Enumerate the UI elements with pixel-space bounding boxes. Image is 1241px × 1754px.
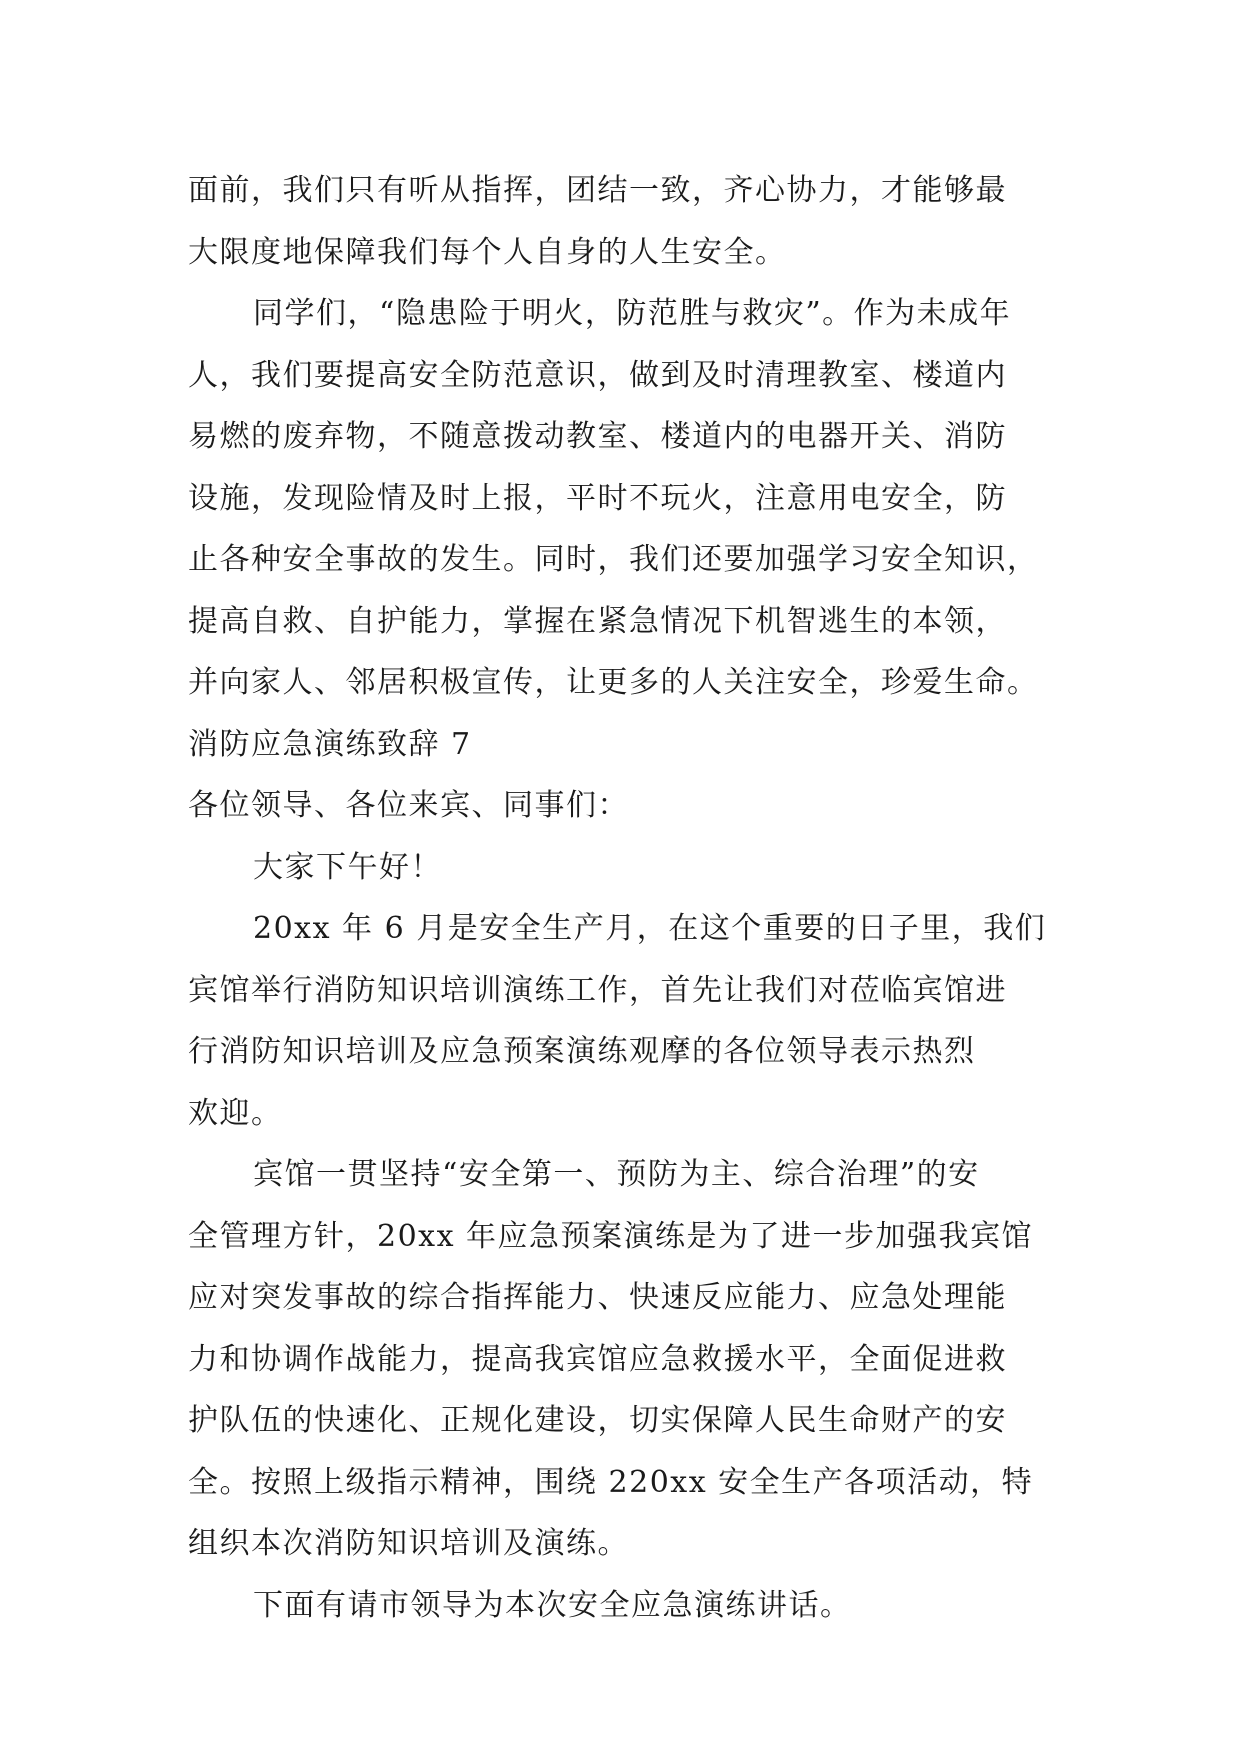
text-line: 下面有请市领导为本次安全应急演练讲话。 bbox=[253, 1587, 852, 1623]
text-line: 人，我们要提高安全防范意识，做到及时清理教室、楼道内 bbox=[188, 357, 1007, 393]
text-line: 面前，我们只有听从指挥，团结一致，齐心协力，才能够最 bbox=[188, 173, 1007, 208]
text-line: 行消防知识培训及应急预案演练观摩的各位领导表示热烈 bbox=[188, 1034, 976, 1069]
text-line: 大限度地保障我们每个人自身的人生安全。 bbox=[188, 234, 787, 270]
text-line: 大家下午好！ bbox=[253, 849, 442, 885]
text-line: 宾馆举行消防知识培训演练工作，首先让我们对莅临宾馆进 bbox=[188, 972, 1007, 1008]
text-line: 力和协调作战能力，提高我宾馆应急救援水平，全面促进救 bbox=[188, 1341, 1007, 1377]
text-line: 设施，发现险情及时上报，平时不玩火，注意用电安全，防 bbox=[188, 480, 1007, 516]
text-line: 并向家人、邻居积极宣传，让更多的人关注安全，珍爱生命。 bbox=[188, 665, 1039, 700]
text-line: 全。按照上级指示精神，围绕 220xx 安全生产各项活动，特 bbox=[188, 1464, 1034, 1500]
text-line: 易燃的废弃物，不随意拨动教室、楼道内的电器开关、消防 bbox=[188, 419, 1007, 454]
text-line: 各位领导、各位来宾、同事们： bbox=[188, 788, 629, 823]
text-line: 护队伍的快速化、正规化建设，切实保障人民生命财产的安 bbox=[188, 1403, 1007, 1438]
text-line: 全管理方针，20xx 年应急预案演练是为了进一步加强我宾馆 bbox=[188, 1218, 1034, 1254]
text-line: 同学们，“隐患险于明火，防范胜与救灾”。作为未成年 bbox=[253, 296, 1012, 331]
text-line: 止各种安全事故的发生。同时，我们还要加强学习安全知识， bbox=[188, 542, 1039, 577]
text-line: 宾馆一贯坚持“安全第一、预防为主、综合治理”的安 bbox=[253, 1157, 980, 1192]
text-line: 20xx 年 6 月是安全生产月，在这个重要的日子里，我们 bbox=[253, 911, 1047, 946]
text-line: 应对突发事故的综合指挥能力、快速反应能力、应急处理能 bbox=[188, 1280, 1007, 1315]
document-body bbox=[188, 160, 1058, 1636]
text-line: 提高自救、自护能力，掌握在紧急情况下机智逃生的本领， bbox=[188, 603, 1007, 639]
text-line: 组织本次消防知识培训及演练。 bbox=[188, 1526, 629, 1561]
text-line: 欢迎。 bbox=[188, 1095, 283, 1131]
text-line: 消防应急演练致辞 7 bbox=[188, 726, 472, 762]
